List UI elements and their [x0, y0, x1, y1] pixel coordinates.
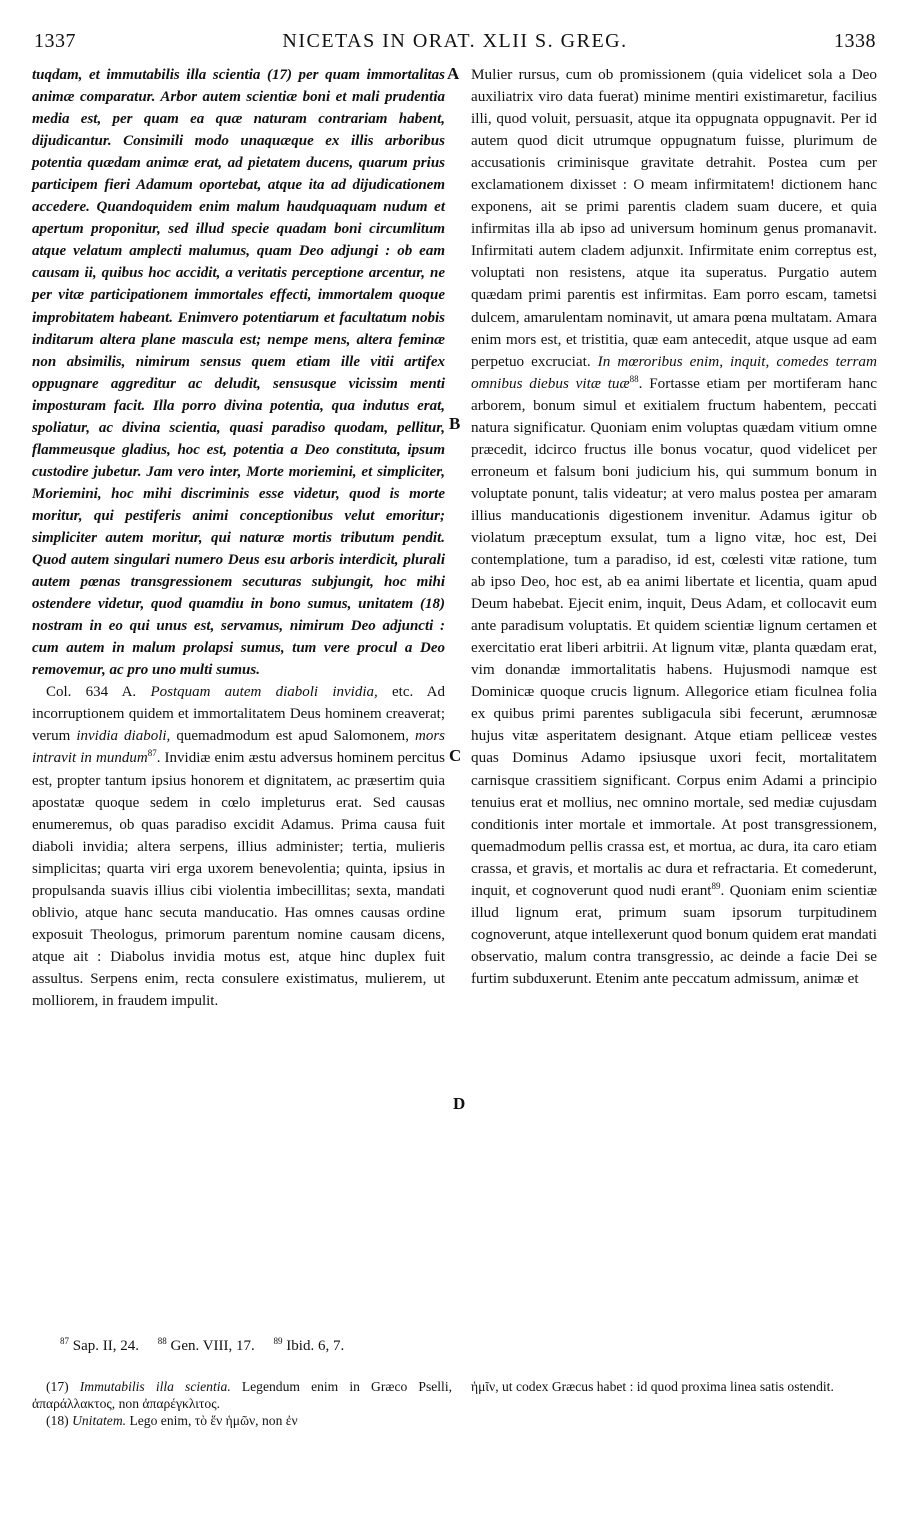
running-header — [34, 30, 876, 56]
footnote-marker: 87 — [147, 748, 157, 759]
note-label: (18) — [46, 1413, 69, 1428]
footnote-ref — [158, 1338, 255, 1354]
scripture-footnotes — [60, 1338, 450, 1355]
footnote-number: 89 — [273, 1336, 283, 1346]
running-title: NICETAS IN ORAT. XLII S. GREG. — [282, 30, 628, 52]
margin-marker-c: C — [449, 746, 462, 765]
footnote-marker: 89 — [711, 880, 721, 891]
footnote-text: Gen. VIII, 17. — [170, 1338, 255, 1354]
footnote-marker: 88 — [629, 373, 639, 384]
paragraph-text: quemadmodum est apud Salomonem, — [176, 728, 409, 745]
note-18 — [32, 1412, 452, 1429]
note-label: (17) — [46, 1379, 69, 1394]
footnote-number: 87 — [60, 1336, 69, 1346]
footnote-number: 88 — [157, 1336, 167, 1346]
note-lemma: Immutabilis illa scientia. — [79, 1379, 231, 1394]
editorial-notes-right — [471, 1378, 877, 1395]
margin-marker-a: A — [447, 64, 460, 83]
margin-marker-b: B — [449, 414, 461, 433]
scripture-quote: invidia diaboli, — [76, 728, 171, 745]
editorial-notes-left — [32, 1378, 452, 1429]
margin-marker-d: D — [453, 1094, 466, 1113]
paragraph-text: Mulier rursus, cum ob promissionem (quia videlicet sola a Deo auxiliatrix viro data fuerat) minime mentiri existimaretur, facilius illi, quod voluit, persuasit, atque ita oppugnata oppugnavit. Per id autem quod dicit utrumque oppugnatum fuisse, plurimum de accusationis criminisque gravitate detrahit. Postea cum per exclamationem dixisset : O meam infirmitatem! dictionem hanc exponens, ait se primi parentis cladem suam ducere, et quia infirmitas illa ab ipso ad universum hominum genus promanavit. Infirmitati autem cladem adjunxit. Infirmitate enim correptus est, voluptati non resistens, atque ita superatus. Purgatio autem quædam primi parentis est infirmitas. Eam porro escam, tametsi dulcem, amarulentam nominavit, ut amara pœna multatam. Amara enim mors est, et tristitia, quæ eam antecedit, atque usque ad eam perpetuo excruciat. — [471, 66, 877, 370]
page-number-right: 1338 — [834, 30, 876, 52]
left-roman-paragraph — [32, 681, 445, 1012]
footnote-ref — [274, 1338, 345, 1354]
note-text: Legendum enim in Græco Pselli, ἀπαράλλακτος, non ἀπαρέγκλιτος. — [32, 1379, 452, 1411]
footnote-ref — [60, 1338, 139, 1354]
column-reference: Col. 634 A. — [46, 684, 137, 701]
note-text: Lego enim, τὸ ἕν ἡμῶν, non ἐν — [129, 1413, 298, 1428]
left-column — [32, 64, 445, 1012]
note-18-continued: ἡμῖν, ut codex Græcus habet : id quod proxima linea satis ostendit. — [471, 1379, 834, 1394]
footnote-text: Ibid. 6, 7. — [286, 1338, 345, 1354]
scripture-quote: In mœroribus enim, inquit, comedes terram omnibus diebus vitæ tuæ — [471, 352, 877, 392]
note-lemma: Unitatem. — [72, 1413, 127, 1428]
paragraph-text: . Fortasse etiam per mortiferam hanc arborem, bonum simul et exitialem fructum habentem, peccati natura significatur. Quoniam enim voluptas quædam vitium omne præcedit, idcirco fructus ille bonus vocatur, quod videlicet per erroneum et falsum boni judicium his, qui summum bonum in voluptate ponunt, talis videatur; at vero malus postea per amaram illius manducationis digestionem invenitur. Adamus igitur ob violatum præceptum exsulat, tum a ligno vitæ, hoc est, Dei contemplatione, tum a paradiso, id est, cœlesti vitæ ratione, tum ab ipso Deo, hoc est, ab ea animi libertate et licentia, quam apud Deum habebat. Ejecit enim, inquit, Deus Adam, et collocavit eum ante paradisum voluptatis. Et quidem scientiæ lignum certamen et exercitatio erat liberi arbitrii. At lignum vitæ, planta quædam erat, vim donandæ immortalitatis habens. Hujusmodi namque est Dominicæ quoque crucis lignum. Allegorice etiam ficulnea folia ex quibus primi parentes subligacula sibi fecerunt, ærumnosæ hujus vitæ asperitatem designant. Atque etiam pelliceæ vestes quas Dominus Adamo ipsiusque uxori fecit, mortalitatem carnisque crassitiem significant. Corpus enim Adami a principio tenuius erat et mollius, nec omnino mortale, sed mediæ cujusdam conditionis inter mortale et immortale. At post transgressionem, quemadmodum pellis crassa est, et mortua, ac dura, ita caro etiam crassa, et gravis, et mortalis ac dura et refractaria. Et comederunt, inquit, et cognoverunt quod nudi erant — [471, 374, 877, 899]
footnote-text: Sap. II, 24. — [72, 1338, 139, 1354]
note-17 — [32, 1378, 452, 1412]
scripture-quote: mors intravit in mundum — [32, 728, 445, 767]
right-paragraph — [471, 64, 877, 990]
left-italic-commentary: tuqdam, et immutabilis illa scientia (17) per quam immortalitas animæ comparatur. Arbor autem scientiæ boni et mali prudentia media est, per quam ea quæ naturam contrariam habent, dijudicantur. Consimili modo unaquæque ex illis arboribus potentia quædam animæ erat, ad pietatem ducens, quarum prius participem fieri Adamum oportebat, atque ita ad dijudicationem accedere. Quandoquidem enim malum haudquaquam nudum et apertum proponitur, sed illud specie quadam boni circumlitum atque velatum amplecti malumus, quam Deo adjungi : ob eam causam ii, quibus hoc accidit, a veritatis perceptione arcentur, ne per vitæ participationem immortales effecti, immortalem quoque improbitatem habeant. Enimvero potentiarum et facultatum nobis inditarum altera plane mascula est; nempe mens, altera feminæ non absimilis, nimirum sensus quem etiam ille vitii artifex oppugnare aggreditur ac deludit, sensusque vicissim menti imposturam facit. Illa porro divina potentia, qua indutus erat, spoliatur, ac divina scientia, quasi paradiso quodam, pellitur, flammeusque gladius, hoc est, potentia a Deo constituta, ipsum custodire jubetur. Jam vero inter, Morte moriemini, et simpliciter, Moriemini, hoc mihi discriminis esse videtur, quod is morte moritur, qui pestiferis animi conceptionibus velut emoritur; simpliciter autem moritur, qui naturæ mortis tributum pendit. Quod autem singulari numero Deus esu arboris interdicit, plurali autem pœnas transgressionem secuturas subjungit, hoc mihi ostendere videtur, quod quamdiu in bono sumus, unitatem (18) nostram in eo qui unus est, servamus, nimirum Deo adjuncti : cum autem in malum prolapsi sumus, tum vere procul a Deo removemur, ac pro uno multi sumus. — [32, 67, 445, 679]
paragraph-text: . Invidiæ enim æstu adversus hominem percitus est, propter tantum ipsius honorem et dignitatem, ac præsertim quia apostatæ quoque sedem in cœlo impleturus erat. Sed causas enumeremus, ob quas paradiso excidit Adamus. Prima causa fuit diaboli invidia; altera serpens, illius administer; tertia, mulieris simplicitas; quarta viri erga uxorem benevolentia; quinta, ipsius in propulsanda suavis illius cibi violentia imbecillitas; sexta, mandati oblivio, atque hanc secuta manducatio. Has omnes causas ordine exposuit Theologus, primorum parentum nomine causam dicens, atque ait : Diabolus invidia motus est, atque hinc duplex fuit assultus. Serpens enim, recta consulere existimatus, mulierem, ut molliorem, in fraudem impulit. — [32, 750, 446, 1009]
page-number-left: 1337 — [34, 30, 76, 52]
lemma-quote: Postquam autem diaboli invidia, — [150, 684, 378, 701]
paragraph-text: . Quoniam enim scientiæ illud lignum erat, primum suam ipsorum turpitudinem cognoverunt, atque intellexerunt quod bonum quidem erat mandati observatio, malum contra transgressio, ac deinde a facie Dei se furtim subduxerunt. Etenim ante peccatum admissum, animæ et — [471, 881, 878, 987]
paragraph-text: etc. Ad incorruptionem quidem et immortalitatem Deus hominem creaverat; verum — [32, 684, 446, 745]
right-column — [471, 64, 877, 990]
